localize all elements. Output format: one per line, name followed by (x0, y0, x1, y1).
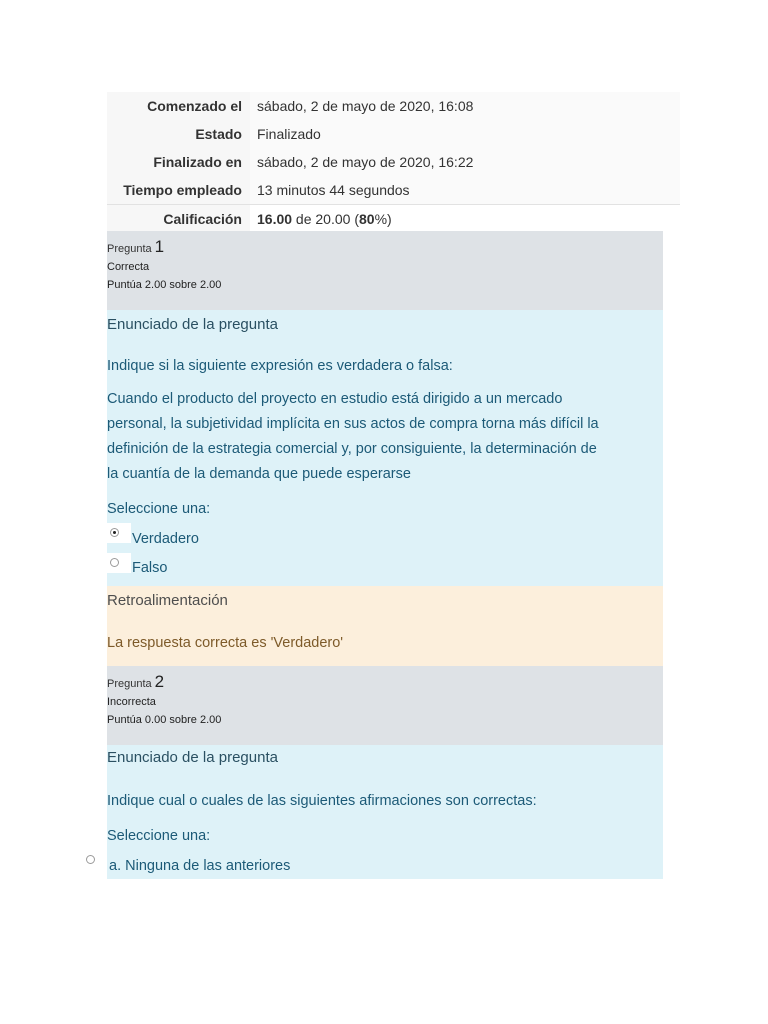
finished-value: sábado, 2 de mayo de 2020, 16:22 (250, 148, 680, 176)
question-number: 2 (154, 672, 165, 691)
answer-option-a[interactable] (82, 849, 107, 877)
state-label: Estado (195, 126, 242, 142)
answer-label-falso[interactable]: Falso (132, 560, 168, 576)
summary-row-finished (107, 148, 680, 176)
grade-score: 16.00 (257, 211, 293, 227)
question-body-line: definición de la estrategia comercial y, por consiguiente, la determinación de (107, 441, 597, 457)
question-body-line: la cuantía de la demanda que puede esperarse (107, 466, 411, 482)
summary-row-grade (107, 204, 680, 233)
radio-unselected-icon[interactable] (110, 558, 119, 567)
started-label: Comenzado el (147, 98, 242, 114)
radio-unselected-icon[interactable] (86, 855, 95, 864)
question-text-header: Enunciado de la pregunta (107, 749, 278, 766)
select-one-label: Seleccione una: (107, 828, 211, 844)
grade-close: %) (374, 211, 392, 227)
question-number: 1 (154, 237, 165, 256)
question-prompt: Indique cual o cuales de las siguientes afirmaciones son correctas: (107, 793, 537, 809)
finished-label: Finalizado en (153, 154, 242, 170)
summary-row-started (107, 92, 680, 120)
question-2-state: Incorrecta (107, 696, 156, 708)
grade-value (250, 205, 680, 233)
question-body-line: personal, la subjetividad implícita en sus actos de compra torna más difícil la (107, 416, 599, 432)
answer-label-a[interactable]: a. Ninguna de las anteriores (109, 858, 291, 874)
select-one-label: Seleccione una: (107, 501, 211, 517)
radio-selected-icon[interactable] (110, 528, 119, 537)
question-1-mark: Puntúa 2.00 sobre 2.00 (107, 279, 222, 291)
summary-row-state (107, 120, 680, 148)
feedback-text: La respuesta correcta es 'Verdadero' (107, 635, 344, 651)
question-prompt: Indique si la siguiente expresión es verdadera o falsa: (107, 358, 453, 374)
time-value: 13 minutos 44 segundos (250, 176, 680, 204)
question-1-content (107, 310, 663, 586)
question-body-line: Cuando el producto del proyecto en estudio está dirigido a un mercado (107, 391, 563, 407)
question-label: Pregunta (107, 243, 152, 255)
question-text-header: Enunciado de la pregunta (107, 316, 278, 333)
started-value: sábado, 2 de mayo de 2020, 16:08 (250, 92, 680, 120)
summary-row-time (107, 176, 680, 204)
state-value: Finalizado (250, 120, 680, 148)
attempt-summary-table (107, 92, 680, 233)
feedback-header: Retroalimentación (107, 592, 228, 609)
question-2-mark: Puntúa 0.00 sobre 2.00 (107, 714, 222, 726)
question-1-number (107, 237, 663, 257)
grade-of: de 20.00 ( (292, 211, 359, 227)
question-1-info (107, 231, 663, 310)
grade-percent: 80 (358, 211, 375, 227)
question-2-number (107, 672, 663, 692)
answer-label-verdadero[interactable]: Verdadero (132, 531, 199, 547)
answer-option-falso[interactable] (107, 553, 131, 573)
question-2-content (107, 745, 663, 879)
answer-option-verdadero[interactable] (107, 523, 131, 543)
grade-label: Calificación (163, 211, 242, 227)
question-2-info (107, 666, 663, 745)
question-label: Pregunta (107, 678, 152, 690)
time-label: Tiempo empleado (123, 182, 242, 198)
question-1-state: Correcta (107, 261, 150, 273)
question-1-feedback (107, 586, 663, 666)
